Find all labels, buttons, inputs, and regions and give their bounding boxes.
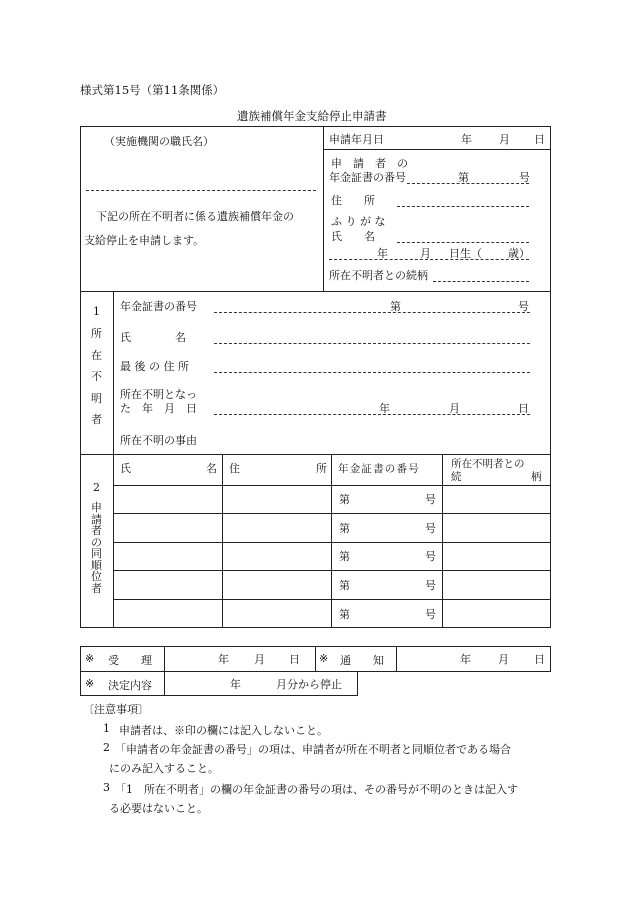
office-col-line xyxy=(315,646,316,672)
note-text-continued: にのみ記入すること。 xyxy=(109,762,219,775)
col-header-address-2: 所 xyxy=(316,462,327,475)
receipt-day: 日 xyxy=(289,653,300,666)
receipt-year: 年 xyxy=(218,653,229,666)
section2-heading-char: 者 xyxy=(91,524,102,538)
decision-month-stop: 月分から停止 xyxy=(276,677,342,691)
notes-heading: 〔注意事項〕 xyxy=(83,703,149,716)
age-label: 歳） xyxy=(508,247,530,260)
missing-date-label-line2: た 年 月 日 xyxy=(120,402,197,415)
section1-heading-char: 明 xyxy=(91,391,102,405)
missing-reason-label: 所在不明の事由 xyxy=(120,434,197,447)
notice-month: 月 xyxy=(498,653,509,666)
note-text-continued: る必要はないこと。 xyxy=(109,802,208,815)
row-pension-go: 号 xyxy=(425,493,436,506)
agency-signature-line[interactable] xyxy=(86,190,316,191)
applicant-relation-row[interactable] xyxy=(329,265,529,285)
row-pension-dai: 第 xyxy=(339,550,350,563)
missing-pension-go: 号 xyxy=(518,300,529,313)
applicant-pension-number-row[interactable] xyxy=(329,167,529,187)
section2-heading-char: の xyxy=(91,535,102,549)
row-pension-dai: 第 xyxy=(339,578,350,592)
birth-year-label: 年 xyxy=(377,247,388,260)
missing-name-label: 氏 名 xyxy=(120,331,186,344)
applicant-pension-go: 号 xyxy=(519,171,530,184)
applicant-pension-dai: 第 xyxy=(458,171,469,184)
row-pension-go: 号 xyxy=(425,521,436,535)
col-header-name-2: 名 xyxy=(206,462,217,475)
missing-date-row[interactable] xyxy=(120,398,530,418)
section2-heading-char: 者 xyxy=(91,581,102,595)
section2-heading xyxy=(80,481,113,594)
notice-year: 年 xyxy=(460,653,471,666)
request-text-line2: 支給停止を申請します。 xyxy=(84,234,205,247)
notice-day: 日 xyxy=(534,653,545,666)
section1-heading-char: 不 xyxy=(91,370,102,384)
missing-pension-label: 年金証書の番号 xyxy=(120,300,197,313)
note-number: 1 xyxy=(103,722,110,735)
note-number: 3 xyxy=(103,781,110,794)
note-number: 2 xyxy=(103,741,110,754)
notice-label: 通 知 xyxy=(340,654,384,667)
section2-heading-char: 同 xyxy=(91,547,102,561)
row-pension-dai: 第 xyxy=(339,521,350,535)
col-header-relation-2b: 柄 xyxy=(531,471,542,483)
applicant-name-label: 氏 名 xyxy=(331,230,375,243)
table-row[interactable] xyxy=(113,542,551,570)
receipt-date-cell[interactable] xyxy=(164,646,315,672)
table-row[interactable] xyxy=(113,513,551,542)
missing-person-name-row[interactable] xyxy=(120,327,530,347)
receipt-label: 受 理 xyxy=(108,654,152,667)
section2-heading-char: 請 xyxy=(91,512,102,526)
missing-name-underline xyxy=(214,343,530,344)
last-address-underline xyxy=(214,372,530,373)
furigana-label: ふ り が な xyxy=(331,215,386,228)
table-row[interactable] xyxy=(113,599,551,628)
decision-content-cell[interactable] xyxy=(164,671,358,696)
col-header-address-1: 住 xyxy=(229,462,240,475)
applicant-address-row[interactable] xyxy=(329,190,529,210)
missing-person-last-address-row[interactable] xyxy=(120,356,530,376)
mark-receipt: ※ xyxy=(85,652,95,665)
table-row[interactable] xyxy=(113,485,551,513)
col-header-name-1: 氏 xyxy=(120,462,131,475)
row-pension-dai: 第 xyxy=(339,607,350,621)
col-header-relation-2a: 続 xyxy=(451,471,462,483)
birth-day-label: 日生（ xyxy=(449,247,482,260)
applicant-address-underline xyxy=(397,206,529,207)
receipt-month: 月 xyxy=(254,653,265,666)
missing-date-year: 年 xyxy=(379,402,390,415)
table-row[interactable] xyxy=(113,570,551,599)
date-year-label: 年 xyxy=(461,133,472,146)
missing-date-month: 月 xyxy=(449,402,460,415)
agency-label: （実施機関の職氏名） xyxy=(104,135,214,148)
section2-heading-char: 位 xyxy=(91,570,102,584)
row-pension-go: 号 xyxy=(425,607,436,621)
note-text: 「申請者の年金証書の番号」の項は、申請者が所在不明者と同順位者である場合 xyxy=(115,743,511,756)
mark-decision: ※ xyxy=(85,677,95,690)
missing-person-pension-number-row[interactable] xyxy=(120,296,530,316)
top-split-line xyxy=(323,126,324,291)
row-pension-go: 号 xyxy=(425,578,436,592)
date-day-label: 日 xyxy=(534,133,545,146)
col-header-relation-1: 所在不明者との xyxy=(451,458,525,470)
mark-notice: ※ xyxy=(319,652,329,665)
date-row-line xyxy=(323,149,551,150)
applicant-birth-row[interactable] xyxy=(329,243,529,263)
section1-heading xyxy=(80,305,113,426)
applicant-pension-label: 年金証書の番号 xyxy=(329,171,406,184)
section1-heading-char: 在 xyxy=(91,348,102,362)
form-number: 様式第15号（第11条関係） xyxy=(80,83,225,97)
col-header-pension-number: 年金証書の番号 xyxy=(338,463,420,475)
last-address-label: 最 後 の 住 所 xyxy=(120,360,189,373)
missing-date-day: 日 xyxy=(518,402,529,415)
notice-date-cell[interactable] xyxy=(396,646,551,672)
section2-heading-char: 順 xyxy=(91,558,102,572)
section1-heading-char: 所 xyxy=(91,327,102,340)
divider-top-section1 xyxy=(80,291,551,292)
divider-section1-section2 xyxy=(80,454,551,455)
request-text-line1: 下記の所在不明者に係る遺族補償年金の xyxy=(96,210,294,223)
section1-heading-char: 者 xyxy=(91,413,102,427)
application-date-label: 申請年月日 xyxy=(329,133,384,146)
row-pension-go: 号 xyxy=(425,550,436,563)
section2-number: 2 xyxy=(93,481,100,494)
note-text: 「1 所在不明者」の欄の年金証書の番号の項は、その番号が不明のときは記入す xyxy=(115,783,518,796)
decision-label: 決定内容 xyxy=(108,679,152,692)
relation-label: 所在不明者との続柄 xyxy=(329,269,428,282)
page-title: 遺族補償年金支給停止申請書 xyxy=(237,109,387,123)
birth-month-label: 月 xyxy=(420,247,431,260)
missing-date-underline xyxy=(214,414,530,415)
missing-date-label-line1: 所在不明となっ xyxy=(120,388,197,401)
section2-heading-char: 申 xyxy=(91,501,102,514)
section1-number: 1 xyxy=(93,305,100,318)
missing-pension-underline xyxy=(214,312,530,313)
relation-underline xyxy=(433,281,529,282)
missing-pension-dai: 第 xyxy=(390,300,401,313)
applicant-label: 申 請 者 の xyxy=(331,157,408,170)
decision-year: 年 xyxy=(230,677,241,691)
row-pension-dai: 第 xyxy=(339,493,350,506)
date-month-label: 月 xyxy=(499,133,510,146)
note-text: 申請者は、※印の欄には記入しないこと。 xyxy=(119,724,328,737)
applicant-address-label: 住 所 xyxy=(331,194,375,207)
